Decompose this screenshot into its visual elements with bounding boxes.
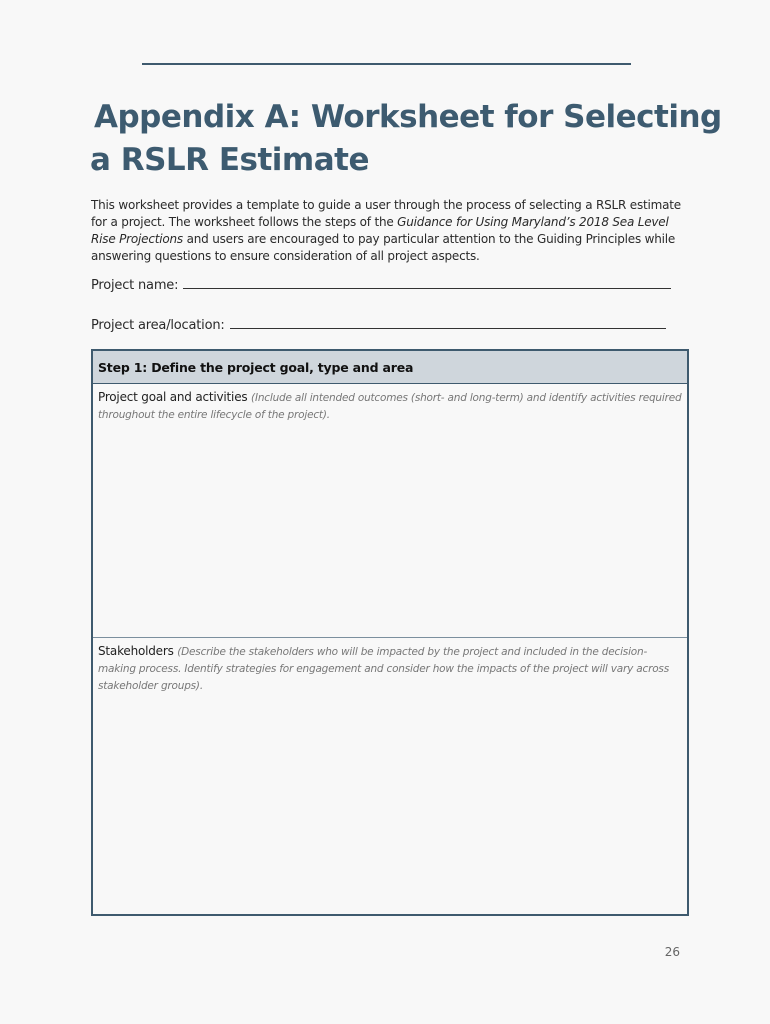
project-goal-cell[interactable] xyxy=(93,384,687,638)
stakeholders-cell[interactable] xyxy=(93,638,687,913)
project-goal-hint: (Include all intended outcomes (short- and long-term) and identify activities required throughout the entire lifecycle of the project). xyxy=(98,392,682,421)
header-rule xyxy=(142,63,631,65)
project-name-label: Project name: xyxy=(91,278,179,293)
project-area-label: Project area/location: xyxy=(91,318,225,333)
page-title xyxy=(90,96,730,182)
page-title-line-1: Appendix A: Worksheet for Selecting xyxy=(94,99,722,135)
step-1-header: Step 1: Define the project goal, type and area xyxy=(93,351,687,384)
page-title-line-2: a RSLR Estimate xyxy=(90,142,369,178)
project-name-field xyxy=(91,278,671,293)
intro-text-start: This worksheet provides a template to guide a user through the process of selecting a RSLR estimate for a project. The worksheet follows the steps of the xyxy=(91,198,681,229)
project-area-input-line[interactable] xyxy=(230,318,666,329)
guidance-document-title: Guidance for Using Maryland’s 2018 Sea Level Rise Projections xyxy=(91,215,669,246)
stakeholders-hint: (Describe the stakeholders who will be impacted by the project and included in the decision-making process. Identify strategies for engagement and consider how the impacts of the project will vary across stakeholder groups). xyxy=(98,646,669,692)
project-goal-label: Project goal and activities xyxy=(98,390,252,404)
project-name-input-line[interactable] xyxy=(183,278,671,289)
intro-paragraph xyxy=(91,197,691,265)
stakeholders-label: Stakeholders xyxy=(98,644,178,658)
step-1-worksheet-table xyxy=(91,349,689,916)
intro-text-end: and users are encouraged to pay particular attention to the Guiding Principles while answering questions to ensure consideration of all project aspects. xyxy=(91,232,676,263)
page-number: 26 xyxy=(664,945,680,959)
project-area-field xyxy=(91,318,666,333)
